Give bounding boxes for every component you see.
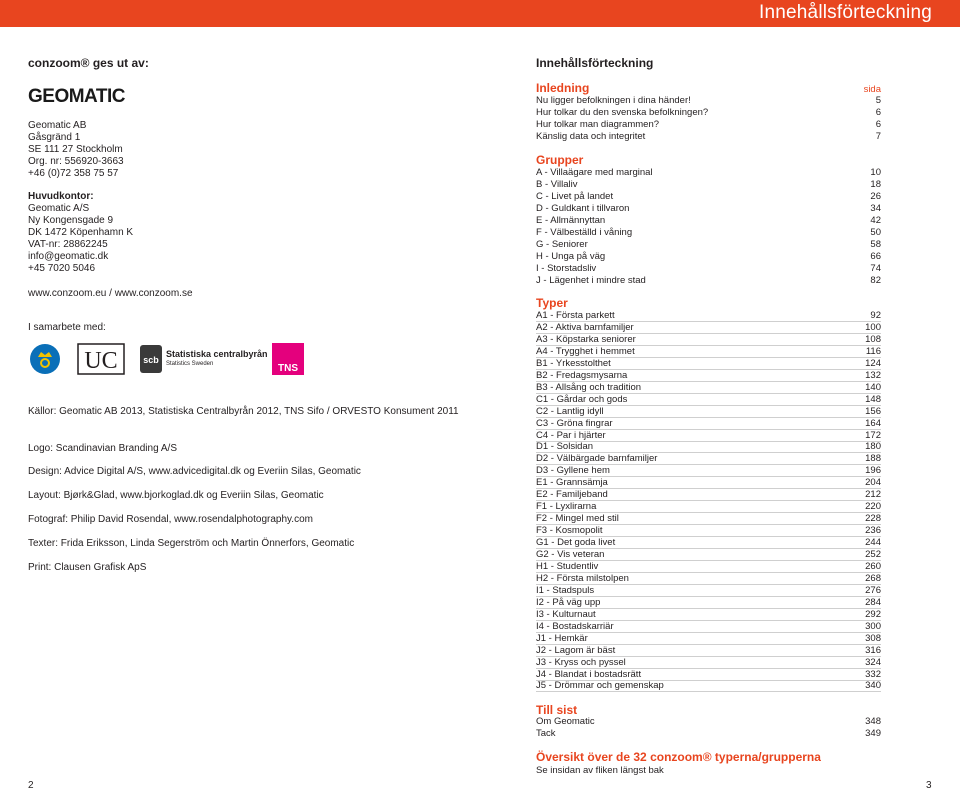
toc-entry-page: 132	[865, 369, 881, 381]
address-line: SE 111 27 Stockholm	[28, 143, 123, 155]
address-line: Gåsgränd 1	[28, 131, 81, 143]
credit-line: Print: Clausen Grafisk ApS	[28, 562, 147, 573]
overview-subtext: Se insidan av fliken längst bak	[536, 765, 664, 776]
toc-entry-title: J3 - Kryss och pyssel	[536, 656, 626, 668]
toc-entry-title: F3 - Kosmopolit	[536, 525, 603, 537]
toc-entry[interactable]	[536, 334, 881, 346]
toc-title: Innehållsförteckning	[536, 56, 654, 70]
toc-entry-title: C4 - Par i hjärter	[536, 429, 606, 441]
toc-entry-page: 349	[865, 728, 881, 739]
hq-line: Geomatic A/S	[28, 203, 90, 215]
toc-entry[interactable]	[536, 191, 881, 203]
toc-entry[interactable]	[536, 525, 881, 537]
credit-line: Texter: Frida Eriksson, Linda Segerström och Martin Önnerfors, Geomatic	[28, 538, 355, 549]
toc-entry-title: B - Villaliv	[536, 178, 578, 190]
page-number-left: 2	[28, 780, 34, 790]
toc-entry-page: 228	[865, 513, 881, 525]
toc-entry-title: Tack	[536, 728, 556, 739]
toc-entry-title: Känslig data och integritet	[536, 130, 646, 142]
svg-text:UC: UC	[84, 348, 118, 374]
toc-entry-page: 268	[865, 572, 881, 584]
toc-entry-page: 148	[865, 393, 881, 405]
scb-logo: scb Statistiska centralbyrån Statistics Sweden	[140, 342, 280, 376]
credit-line: Logo: Scandinavian Branding A/S	[28, 443, 177, 454]
toc-entry-title: B1 - Yrkesstolthet	[536, 357, 611, 369]
toc-entry-page: 92	[870, 310, 881, 321]
toc-entry[interactable]	[536, 394, 881, 406]
toc-entry[interactable]	[536, 406, 881, 418]
hq-email-link[interactable]: info@geomatic.dk	[28, 250, 109, 262]
toc-entry[interactable]	[536, 310, 881, 322]
toc-entry[interactable]	[536, 251, 881, 263]
toc-entry-title: I - Storstadsliv	[536, 262, 597, 274]
toc-entry-page: 220	[865, 501, 881, 513]
toc-entry-page: 164	[865, 417, 881, 429]
toc-entry[interactable]	[536, 477, 881, 489]
geomatic-logo: GEOMATIC	[28, 86, 125, 107]
toc-entry-title: F1 - Lyxlirarna	[536, 501, 597, 513]
page-number-right: 3	[926, 780, 932, 790]
toc-entry[interactable]	[536, 227, 881, 239]
toc-entry-page: 6	[875, 118, 881, 130]
hq-line: Ny Kongensgade 9	[28, 215, 114, 227]
toc-entry-title: G2 - Vis veteran	[536, 549, 605, 560]
toc-entry-title: I3 - Kulturnaut	[536, 608, 596, 620]
section-heading-grupper: Grupper	[536, 153, 584, 167]
tns-logo	[272, 342, 304, 376]
toc-entry[interactable]	[536, 215, 881, 227]
toc-entry[interactable]	[536, 680, 881, 692]
address-line: Org. nr: 556920-3663	[28, 155, 124, 167]
toc-entry-title: A - Villaägare med marginal	[536, 167, 653, 178]
toc-entry-title: C3 - Gröna fingrar	[536, 417, 613, 429]
toc-entry-page: 188	[865, 453, 881, 465]
toc-entry[interactable]	[536, 645, 881, 657]
toc-entry-page: 292	[865, 608, 881, 620]
toc-entry-title: B2 - Fredagsmysarna	[536, 369, 628, 381]
toc-entry-title: J4 - Blandat i bostadsrätt	[536, 668, 642, 680]
partner-logos	[28, 342, 468, 376]
toc-entry-page: 7	[875, 130, 881, 142]
toc-entry-title: I4 - Bostadskarriär	[536, 620, 614, 632]
toc-entry[interactable]	[536, 119, 881, 131]
toc-entry-page: 34	[870, 202, 881, 214]
collab-label: I samarbete med:	[28, 322, 106, 333]
toc-entry-title: G - Seniorer	[536, 238, 588, 250]
toc-entry-title: J2 - Lagom är bäst	[536, 644, 616, 656]
toc-entry-page: 332	[865, 668, 881, 680]
toc-entry-title: G1 - Det goda livet	[536, 537, 616, 549]
toc-entry-page: 108	[865, 333, 881, 345]
toc-entry[interactable]	[536, 501, 881, 513]
toc-entry-page: 204	[865, 477, 881, 489]
toc-entry-page: 42	[870, 214, 881, 226]
toc-entry[interactable]	[536, 716, 881, 728]
toc-entry-title: H1 - Studentliv	[536, 560, 599, 572]
toc-entry[interactable]	[536, 669, 881, 681]
toc-entry[interactable]	[536, 179, 881, 191]
toc-entry-page: 252	[865, 549, 881, 560]
toc-entry[interactable]	[536, 728, 881, 740]
toc-entry-page: 5	[875, 95, 881, 106]
toc-entry-title: C2 - Lantlig idyll	[536, 405, 604, 417]
toc-entry-title: D - Guldkant i tillvaron	[536, 202, 630, 214]
toc-entry-page: 124	[865, 357, 881, 369]
credit-line: Källor: Geomatic AB 2013, Statistiska Centralbyrån 2012, TNS Sifo / ORVESTO Konsument 2011	[28, 406, 459, 417]
toc-entry[interactable]	[536, 418, 881, 430]
toc-entry-page: 308	[865, 632, 881, 644]
toc-entry[interactable]	[536, 263, 881, 275]
toc-entry[interactable]	[536, 441, 881, 453]
hq-label: Huvudkontor:	[28, 191, 94, 203]
toc-entry[interactable]	[536, 322, 881, 334]
address-line: +46 (0)72 358 75 57	[28, 167, 119, 179]
toc-entry-title: F2 - Mingel med stil	[536, 513, 619, 525]
credit-line: Fotograf: Philip David Rosendal, www.rosendalphotography.com	[28, 514, 313, 525]
publisher-heading: conzoom® ges ut av:	[28, 56, 149, 70]
address-line: Geomatic AB	[28, 120, 87, 131]
hq-line: VAT-nr: 28862245	[28, 239, 108, 251]
toc-entry[interactable]	[536, 657, 881, 669]
section-heading-tillsist: Till sist	[536, 703, 578, 717]
toc-entry-title: J - Lägenhet i mindre stad	[536, 274, 646, 286]
toc-entry-page: 244	[865, 537, 881, 549]
toc-entry[interactable]	[536, 370, 881, 382]
toc-entry[interactable]	[536, 573, 881, 585]
toc-entry-title: I2 - På väg upp	[536, 596, 601, 608]
toc-entry[interactable]	[536, 585, 881, 597]
toc-entry-title: C - Livet på landet	[536, 190, 614, 202]
toc-entry-title: E1 - Grannsämja	[536, 477, 608, 489]
post-crown-logo	[28, 342, 62, 376]
svg-text:scb: scb	[143, 355, 159, 365]
toc-entry-page: 10	[870, 167, 881, 178]
toc-entry[interactable]	[536, 430, 881, 442]
toc-entry-title: J1 - Hemkär	[536, 632, 588, 644]
toc-entry[interactable]	[536, 513, 881, 525]
toc-entry-page: 82	[870, 274, 881, 286]
toc-entry-title: D2 - Välbärgade barnfamiljer	[536, 453, 658, 465]
svg-text:TNS: TNS	[278, 363, 298, 374]
toc-entry-title: D1 - Solsidan	[536, 441, 594, 453]
toc-entry-title: Hur tolkar man diagrammen?	[536, 118, 660, 130]
toc-entry-page: 324	[865, 656, 881, 668]
toc-entry[interactable]	[536, 346, 881, 358]
website-links[interactable]: www.conzoom.eu / www.conzoom.se	[28, 288, 193, 299]
toc-entry[interactable]	[536, 239, 881, 251]
credit-line: Design: Advice Digital A/S, www.advicedigital.dk og Everiin Silas, Geomatic	[28, 466, 361, 477]
toc-entry[interactable]	[536, 561, 881, 573]
header-title: Innehållsförteckning	[759, 2, 932, 23]
toc-entry-page: 50	[870, 226, 881, 238]
toc-entry-page: 156	[865, 405, 881, 417]
hq-line: +45 7020 5046	[28, 262, 96, 274]
toc-entry[interactable]	[536, 358, 881, 370]
toc-entry[interactable]	[536, 95, 881, 107]
toc-entry-page: 116	[865, 345, 881, 357]
toc-entry-title: D3 - Gyllene hem	[536, 465, 610, 477]
toc-entry-title: I1 - Stadspuls	[536, 584, 595, 596]
toc-entry[interactable]	[536, 489, 881, 501]
toc-entry-page: 348	[865, 716, 881, 727]
toc-entry-page: 212	[865, 489, 881, 501]
toc-entry-title: C1 - Gårdar och gods	[536, 393, 628, 405]
toc-entry-title: A3 - Köpstarka seniorer	[536, 333, 636, 345]
toc-entry[interactable]	[536, 167, 881, 179]
toc-entry[interactable]	[536, 597, 881, 609]
toc-entry-title: A1 - Första parkett	[536, 310, 615, 321]
toc-entry-page: 276	[865, 584, 881, 596]
toc-entry[interactable]	[536, 633, 881, 645]
toc-entry-title: Om Geomatic	[536, 716, 595, 727]
toc-entry[interactable]	[536, 275, 881, 287]
toc-entry[interactable]	[536, 453, 881, 465]
credit-line: Layout: Bjørk&Glad, www.bjorkoglad.dk og Everiin Silas, Geomatic	[28, 490, 324, 501]
toc-entry-title: A2 - Aktiva barnfamiljer	[536, 321, 634, 333]
toc-entry-page: 66	[870, 250, 881, 262]
toc-entry-page: 58	[870, 238, 881, 250]
toc-entry-page: 300	[865, 620, 881, 632]
toc-entry-page: 26	[870, 190, 881, 202]
header-bar	[0, 0, 960, 27]
toc-entry-page: 284	[865, 596, 881, 608]
toc-entry-page: 196	[865, 465, 881, 477]
toc-entry[interactable]	[536, 621, 881, 633]
toc-entry-page: 260	[865, 560, 881, 572]
address-block	[28, 120, 133, 275]
toc-entry-page: 18	[870, 178, 881, 190]
toc-entry[interactable]	[536, 107, 881, 119]
toc-entry-page: 100	[865, 321, 881, 333]
toc-entry-title: F - Välbeställd i våning	[536, 226, 633, 238]
toc-entry-title: H - Unga på väg	[536, 250, 606, 262]
toc-entry-page: 180	[865, 441, 881, 453]
toc-entry[interactable]	[536, 203, 881, 215]
toc-entry-title: A4 - Trygghet i hemmet	[536, 345, 635, 357]
toc-entry-title: Nu ligger befolkningen i dina händer!	[536, 95, 691, 106]
toc-entry-page: 316	[865, 644, 881, 656]
sida-label: sida	[863, 84, 881, 95]
toc-entry[interactable]	[536, 609, 881, 621]
toc-entry[interactable]	[536, 549, 881, 561]
toc-entry[interactable]	[536, 131, 881, 143]
hq-line: DK 1472 Köpenhamn K	[28, 227, 134, 239]
toc-entry-page: 236	[865, 525, 881, 537]
toc-entry-page: 172	[865, 429, 881, 441]
section-heading-typer: Typer	[536, 296, 568, 310]
toc-entry-title: Hur tolkar du den svenska befolkningen?	[536, 106, 709, 118]
toc-entry-title: J5 - Drömmar och gemenskap	[536, 680, 664, 692]
section-heading-inledning: Inledning	[536, 81, 590, 95]
toc-entry[interactable]	[536, 465, 881, 477]
toc-entry-title: E2 - Familjeband	[536, 489, 608, 501]
toc-entry-page: 140	[865, 381, 881, 393]
overview-heading: Översikt över de 32 conzoom® typerna/grupperna	[536, 750, 821, 764]
toc-entry-title: B3 - Allsång och tradition	[536, 381, 642, 393]
toc-entry-page: 340	[865, 680, 881, 692]
toc-entry-title: E - Allmännyttan	[536, 214, 606, 226]
toc-entry-page: 74	[870, 262, 881, 274]
toc-entry[interactable]	[536, 537, 881, 549]
toc-entry-page: 6	[875, 106, 881, 118]
toc-entry[interactable]	[536, 382, 881, 394]
uc-logo	[76, 342, 126, 376]
toc-entry-title: H2 - Första milstolpen	[536, 572, 629, 584]
